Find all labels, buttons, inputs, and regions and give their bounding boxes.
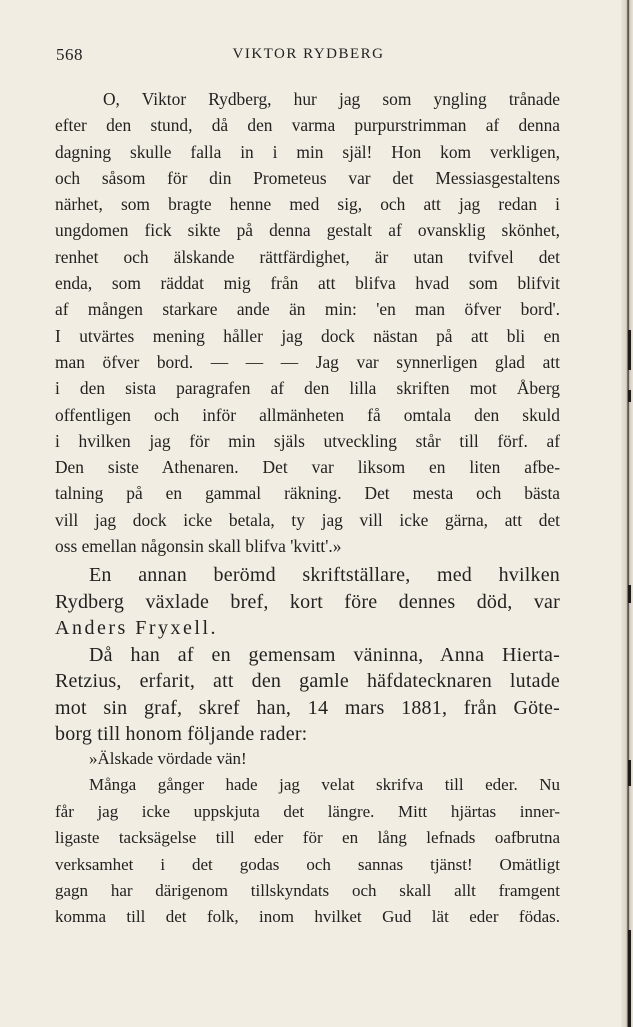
text-line: gagn har därigenom tillskyndats och skall allt framgent (55, 880, 560, 900)
text-line: får jag icke uppskjuta det längre. Mitt hjärtas inner- (55, 801, 560, 821)
text-line: af mången starkare ande än min: 'en man öfver bord'. (55, 299, 560, 320)
text-line: närhet, som bragte henne med sig, och att jag redan i (55, 194, 560, 215)
text-line: oss emellan någonsin skall blifva 'kvitt'.» (55, 536, 342, 557)
text-line: Retzius, erfarit, att den gamle häfdatecknaren lutade (55, 670, 560, 692)
text-line: O, Viktor Rydberg, hur jag som yngling trånade (103, 89, 560, 109)
letter-quote (55, 86, 560, 559)
text-line: man öfver bord. — — — Jag var synnerligen glad att (55, 351, 560, 372)
text-line: i den sista paragrafen af den lilla skriften mot Åberg (55, 378, 560, 399)
text-line: komma till det folk, inom hvilket Gud lät eder födas. (55, 907, 560, 927)
text-line: Många gånger hade jag velat skrifva till eder. Nu (89, 775, 560, 795)
page-edge (621, 0, 633, 1027)
text-line: ligaste tacksägelse till eder för en lång lefnads oafbrutna (55, 828, 560, 848)
text-line: vill jag dock icke betala, ty jag vill icke gärna, att det (55, 509, 560, 530)
text-line: Rydberg växlade bref, kort före dennes död, var (55, 590, 560, 613)
text-line: En annan berömd skriftställare, med hvilken (89, 564, 560, 586)
text-line: Då han af en gemensam väninna, Anna Hierta- (89, 643, 560, 666)
text-line: och såsom för din Prometeus var det Messiasgestaltens (55, 167, 560, 188)
text-line: borg till honom följande rader: (55, 723, 308, 745)
text-line: enda, som räddat mig från att blifva hvad som blifvit (55, 273, 560, 294)
running-head: VIKTOR RYDBERG (232, 46, 385, 62)
text-line: I utvärtes mening håller jag dock nästan på att bli en (55, 325, 560, 346)
page-header (56, 45, 561, 69)
text-line: i hvilken jag för min själs utveckling står till förf. af (55, 430, 560, 451)
text-line: Anders Fryxell. (55, 617, 219, 639)
page-number: 568 (56, 45, 83, 64)
narrative-text (55, 562, 560, 748)
text-line: dagning skulle falla in i min själ! Hon kom verkligen, (55, 141, 560, 162)
text-line: verksamhet i det godas och sannas tjänst! Omätligt (55, 854, 560, 874)
text-line: ungdomen fick sikte på denna gestalt af ovansklig skönhet, (55, 220, 560, 241)
text-line: offentligen och inför allmänheten få omtala den skuld (55, 404, 560, 425)
fryxell-letter (55, 746, 560, 931)
text-line: renhet och älskande rättfärdighet, är utan tvifvel det (55, 246, 560, 267)
text-line: mot sin graf, skref han, 14 mars 1881, från Göte- (55, 696, 560, 719)
text-line: efter den stund, då den varma purpurstrimman af denna (55, 115, 560, 136)
text-line: talning på en gammal räkning. Det mesta och bästa (55, 483, 560, 504)
text-line: »Älskade vördade vän! (89, 749, 247, 768)
text-line: Den siste Athenaren. Det var liksom en liten afbe- (55, 457, 560, 478)
